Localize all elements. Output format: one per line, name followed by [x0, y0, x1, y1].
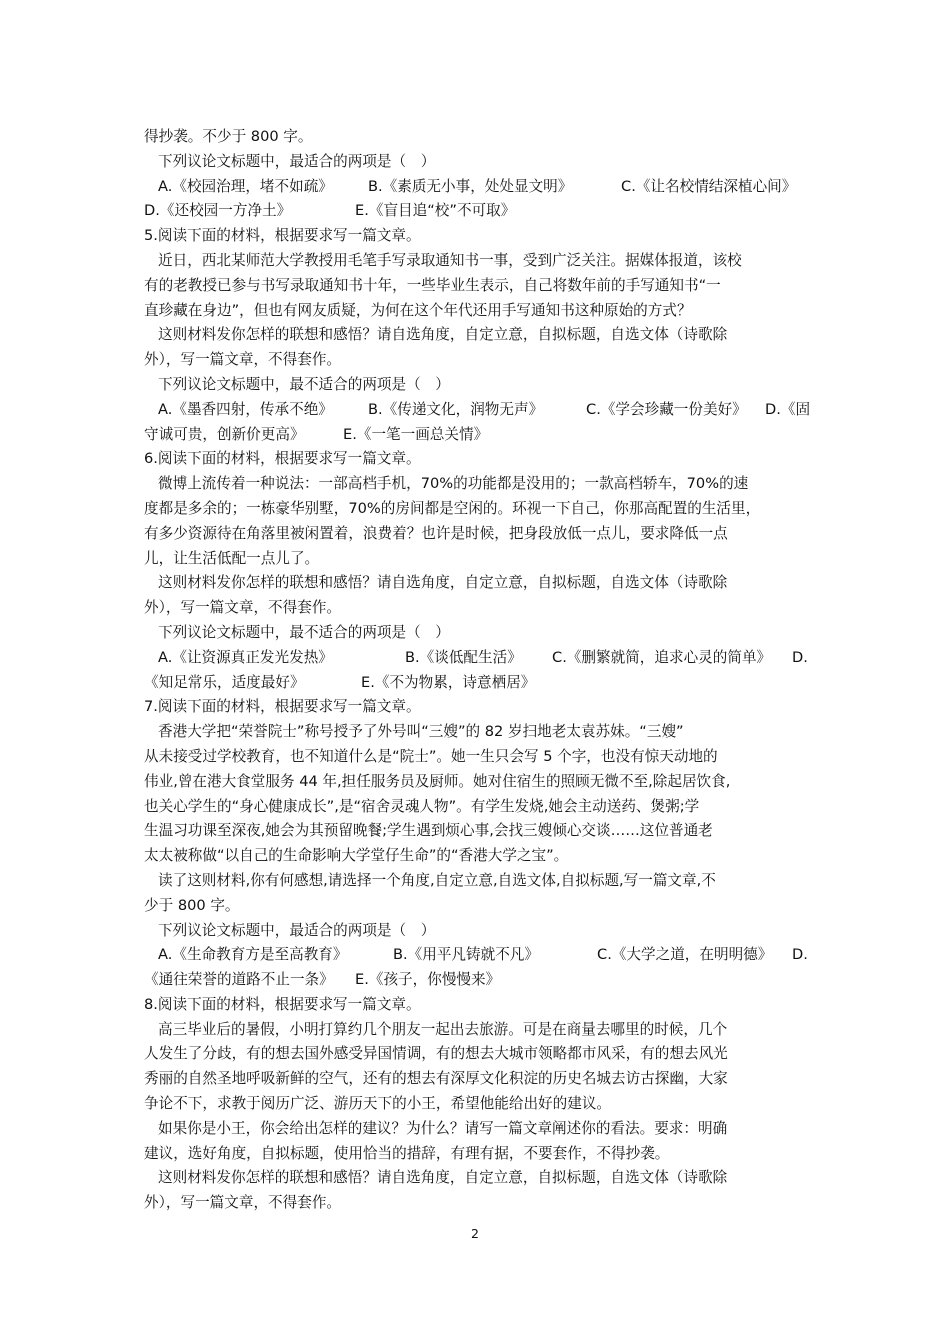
paragraph-line: 有的老教授已参与书写录取通知书十年，一些毕业生表示，自己将数年前的手写通知书“一 — [144, 276, 721, 294]
option-d: D. — [792, 648, 808, 666]
paragraph-line: 人发生了分歧，有的想去国外感受异国情调，有的想去大城市领略都市风采，有的想去风光 — [144, 1045, 728, 1063]
paragraph-line: 少于 800 字。 — [144, 896, 240, 914]
paragraph-line: 外），写一篇文章，不得套作。 — [144, 599, 342, 617]
option-c: C.《大学之道，在明明德》 — [597, 946, 773, 964]
option-a: A.《生命教育方是至高教育》 — [158, 946, 348, 964]
paragraph-line: 读了这则材料,你有何感想,请选择一个角度,自定立意,自选文体,自拟标题,写一篇文章,不 — [158, 871, 716, 889]
paragraph-line: 外），写一篇文章，不得套作。 — [144, 351, 342, 369]
option-row — [144, 423, 816, 448]
question-prompt: 下列议论文标题中，最适合的两项是（ ） — [158, 921, 436, 939]
paragraph-line: 这则材料发你怎样的联想和感悟？请自选角度，自定立意，自拟标题，自选文体（诗歌除 — [158, 1169, 728, 1187]
option-row — [144, 968, 816, 993]
paragraph-line: 生温习功课至深夜,她会为其预留晚餐;学生遇到烦心事,会找三嫂倾心交谈……这位普通老 — [144, 822, 713, 840]
paragraph-line: 微博上流传着一种说法：一部高档手机，70%的功能都是没用的；一款高档轿车，70%的速 — [158, 475, 749, 493]
question-prompt: 下列议论文标题中，最不适合的两项是（ ） — [158, 375, 450, 393]
option-a: A.《校园治理，堵不如疏》 — [158, 177, 333, 195]
option-e: E.《一笔一画总关情》 — [343, 425, 489, 443]
text-line: 得抄袭。不少于 800 字。 — [144, 128, 313, 145]
option-a: A.《墨香四射，传承不绝》 — [158, 400, 333, 418]
paragraph-line: 争论不下，求教于阅历广泛、游历天下的小王，希望他能给出好的建议。 — [144, 1095, 612, 1113]
paragraph-line: 也关心学生的“身心健康成长”,是“宿舍灵魂人物”。有学生发烧,她会主动送药、煲粥;学 — [144, 797, 700, 815]
option-d: D.《还校园一方净土》 — [144, 202, 292, 220]
option-b: B.《用平凡铸就不凡》 — [393, 946, 539, 964]
paragraph-line: 直珍藏在身边”，但也有网友质疑，为何在这个年代还用手写通知书这种原始的方式？ — [144, 301, 692, 319]
option-row — [144, 398, 816, 423]
option-c: C.《让名校情结深植心间》 — [621, 177, 797, 195]
paragraph-line: 度都是多余的；一栋豪华别墅，70%的房间都是空闲的。环视一下自己，你那高配置的生活里， — [144, 499, 761, 517]
paragraph-line: 儿，让生活低配一点儿了。 — [144, 549, 320, 567]
option-b: B.《素质无小事，处处显文明》 — [368, 177, 573, 195]
option-c: C.《学会珍藏一份美好》 — [586, 400, 747, 418]
option-row — [144, 943, 816, 968]
paragraph-line: 如果你是小王，你会给出怎样的建议？为什么？请写一篇文章阐述你的看法。要求：明确 — [158, 1119, 728, 1137]
option-e: E.《不为物累，诗意栖居》 — [361, 673, 536, 691]
paragraph-line: 从未接受过学校教育，也不知道什么是“院士”。她一生只会写 5 个字，也没有惊天动地的 — [144, 747, 718, 765]
paragraph-line: 这则材料发你怎样的联想和感悟？请自选角度，自定立意，自拟标题，自选文体（诗歌除 — [158, 574, 728, 592]
question-heading: 6.阅读下面的材料，根据要求写一篇文章。 — [144, 450, 421, 468]
option-a: A.《让资源真正发光发热》 — [158, 648, 333, 666]
question-heading: 8.阅读下面的材料，根据要求写一篇文章。 — [144, 995, 421, 1013]
paragraph-line: 有多少资源待在角落里被闲置着，浪费着？也许是时候，把身段放低一点儿，要求降低一点 — [144, 524, 728, 542]
paragraph-line: 秀丽的自然圣地呼吸新鲜的空气，还有的想去有深厚文化积淀的历史名城去访古探幽，大家 — [144, 1070, 728, 1088]
option-d-cont: 守诚可贵，创新价更高》 — [144, 425, 305, 443]
paragraph-line: 太太被称做“以自己的生命影响大学堂仔生命”的“香港大学之宝”。 — [144, 847, 569, 865]
paragraph-line: 建议，选好角度，自拟标题，使用恰当的措辞，有理有据，不要套作，不得抄袭。 — [144, 1144, 670, 1162]
question-prompt: 下列议论文标题中，最适合的两项是（ ） — [158, 152, 436, 170]
page-body — [144, 125, 816, 1216]
paragraph-line: 外），写一篇文章，不得套作。 — [144, 1194, 342, 1212]
option-d-cont: 《知足常乐，适度最好》 — [144, 673, 305, 691]
option-d-cont: 《通往荣誉的道路不止一条》 — [144, 971, 334, 989]
question-prompt: 下列议论文标题中，最不适合的两项是（ ） — [158, 623, 450, 641]
option-row — [144, 175, 816, 200]
option-row — [144, 646, 816, 671]
option-d: D.《固 — [765, 400, 811, 418]
option-d: D. — [792, 946, 808, 964]
option-row — [144, 671, 816, 696]
question-heading: 7.阅读下面的材料，根据要求写一篇文章。 — [144, 698, 421, 716]
page-number: 2 — [471, 1226, 479, 1241]
option-b: B.《谈低配生活》 — [405, 648, 522, 666]
option-c: C.《删繁就简，追求心灵的简单》 — [552, 648, 772, 666]
question-heading: 5.阅读下面的材料，根据要求写一篇文章。 — [144, 227, 421, 245]
paragraph-line: 高三毕业后的暑假，小明打算约几个朋友一起出去旅游。可是在商量去哪里的时候，几个 — [158, 1020, 728, 1038]
option-e: E.《孩子，你慢慢来》 — [355, 971, 501, 989]
paragraph-line: 伟业,曾在港大食堂服务 44 年,担任服务员及厨师。她对住宿生的照顾无微不至,除起居饮食, — [144, 772, 731, 790]
option-row — [144, 199, 816, 224]
paragraph-line: 香港大学把“荣誉院士”称号授予了外号叫“三嫂”的 82 岁扫地老太袁苏妹。“三嫂” — [158, 723, 684, 741]
option-e: E.《盲目追“校”不可取》 — [355, 202, 516, 220]
paragraph-line: 近日，西北某师范大学教授用毛笔手写录取通知书一事，受到广泛关注。据媒体报道，该校 — [158, 251, 742, 269]
option-b: B.《传递文化，润物无声》 — [368, 400, 544, 418]
paragraph-line: 这则材料发你怎样的联想和感悟？请自选角度，自定立意，自拟标题，自选文体（诗歌除 — [158, 326, 728, 344]
